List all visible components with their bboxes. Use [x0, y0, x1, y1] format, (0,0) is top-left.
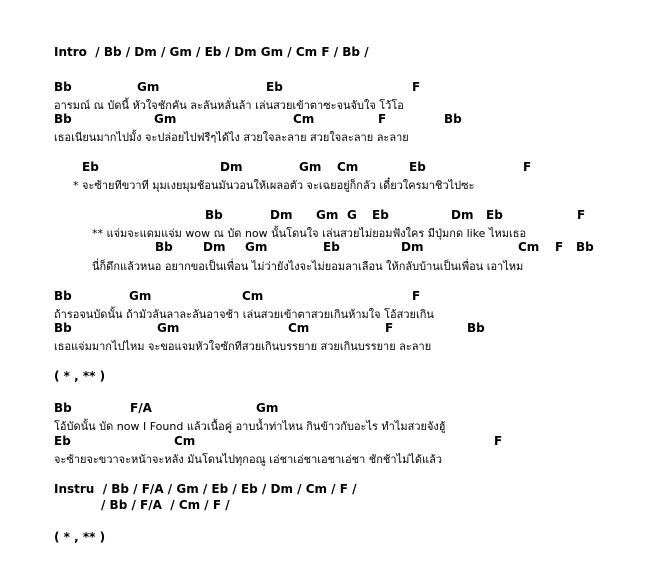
repeat-marker-1: ( * , ** )	[54, 369, 106, 383]
instru-line-1: Instru / Bb / F/A / Gm / Eb / Eb / Dm / Cm / F /	[54, 482, 357, 496]
chord: Dm	[401, 240, 424, 254]
chord: G	[347, 208, 357, 222]
chord: Gm	[256, 401, 279, 415]
chord: Bb	[54, 401, 72, 415]
verse1-lyric-2: เธอเนียนมากไปมั้ง จะปล่อยไปฟรีๆได้ไง สวยใจละลาย สวยใจละลาย ละลาย	[54, 131, 409, 144]
chord: F/A	[130, 401, 152, 415]
verse2-lyric-2: เธอแจ่มมากไปไหม จะขอแจมหัวใจซักทีสวยเกินบรรยาย สวยเกินบรรยาย ละลาย	[54, 340, 432, 353]
chord: Eb	[323, 240, 340, 254]
chord: Gm	[137, 80, 160, 94]
chord: Eb	[486, 208, 503, 222]
chord: Bb	[54, 321, 72, 335]
chord: Eb	[82, 160, 99, 174]
chord: F	[385, 321, 394, 335]
chord: F	[523, 160, 532, 174]
chord: Cm	[337, 160, 359, 174]
chord: Bb	[54, 289, 72, 303]
repeat-marker-2: ( * , ** )	[54, 530, 106, 544]
intro-line: Intro / Bb / Dm / Gm / Eb / Dm Gm / Cm F / Bb /	[54, 45, 369, 59]
chord: Bb	[155, 240, 173, 254]
chord: Eb	[266, 80, 283, 94]
chorus2-chords-2	[0, 240, 666, 254]
chord: Eb	[372, 208, 389, 222]
verse2-lyric-1: ถ้ารอจนบัดนั้น ถ้ามัวลันลาละลันอาจช้า เล่นสวยเข้าตาสวยเกินห้ามใจ โอ้สวยเกิน	[54, 308, 434, 321]
chord: Cm	[242, 289, 264, 303]
verse2-chords-2	[0, 321, 666, 335]
chord: Bb	[205, 208, 223, 222]
chord: Gm	[129, 289, 152, 303]
chord: F	[412, 80, 421, 94]
chorus2-chords-1	[0, 208, 666, 222]
bridge-chords-2	[0, 434, 666, 448]
chord: Cm	[174, 434, 196, 448]
chord: Dm	[220, 160, 243, 174]
bridge-lyric-2: จะซ้ายจะขวาจะหน้าจะหลัง มันโดนไปทุกอณู เอ่ชาเอ่ชาเอชาเอ่ชา ชักช้าไม่ได้แล้ว	[54, 453, 443, 466]
chord: Bb	[54, 112, 72, 126]
chord: Gm	[154, 112, 177, 126]
chord: Eb	[409, 160, 426, 174]
chord: Dm	[451, 208, 474, 222]
chord: F	[577, 208, 586, 222]
chord: F	[412, 289, 421, 303]
chord: Cm	[288, 321, 310, 335]
chorus1-chords	[0, 160, 666, 174]
chord: Bb	[467, 321, 485, 335]
instru-line-2: / Bb / F/A / Cm / F /	[101, 498, 230, 512]
chorus1-lyric: * จะซ้ายทีขวาที มุมเงยมุมช้อนมันวอนให้เผลอตัว จะเฉยอยู่ก็กลัว เดี๋ยวใครมาชิวไปซะ	[73, 179, 475, 192]
chord: Bb	[54, 80, 72, 94]
chord: Dm	[203, 240, 226, 254]
chord: F	[555, 240, 564, 254]
chord: Bb	[576, 240, 594, 254]
verse1-chords-2	[0, 112, 666, 126]
chord: Gm	[316, 208, 339, 222]
chord: Gm	[299, 160, 322, 174]
verse2-chords-1	[0, 289, 666, 303]
chord: Cm	[293, 112, 315, 126]
chord: Bb	[444, 112, 462, 126]
chorus2-lyric-1: ** แจ่มจะแดมแจ่ม wow ณ บัด now นั้นโดนใจ เล่นสวยไม่ยอมฟังใคร มีปุ่มกด like ไหมเธอ	[92, 227, 527, 240]
chord: Gm	[245, 240, 268, 254]
verse1-chords-1	[0, 80, 666, 94]
verse1-lyric-1: อารมณ์ ณ บัดนี้ หัวใจชักคัน ละลันหลั่นล้า เล่นสวยเข้าตาซะจนจับใจ โว้โอ	[54, 99, 404, 112]
chord: F	[378, 112, 387, 126]
chord: Gm	[157, 321, 180, 335]
chord: Eb	[54, 434, 71, 448]
bridge-lyric-1: โอ้บัดนั้น บัด now I Found แล้วเนื้อคู่ อาบน้ำท่าไหน กินข้าวกับอะไร ทำไมสวยจังฮู้	[54, 420, 446, 433]
chorus2-lyric-2: นี่ก็ดึกแล้วหนอ อยากขอเป็นเพื่อน ไม่ว่ายังไงจะไม่ยอมลาเลือน ให้กลับบ้านเป็นเพื่อน เอาไหม	[92, 260, 524, 273]
bridge-chords-1	[0, 401, 666, 415]
chord: F	[494, 434, 503, 448]
chord: Cm	[518, 240, 540, 254]
chord: Dm	[270, 208, 293, 222]
